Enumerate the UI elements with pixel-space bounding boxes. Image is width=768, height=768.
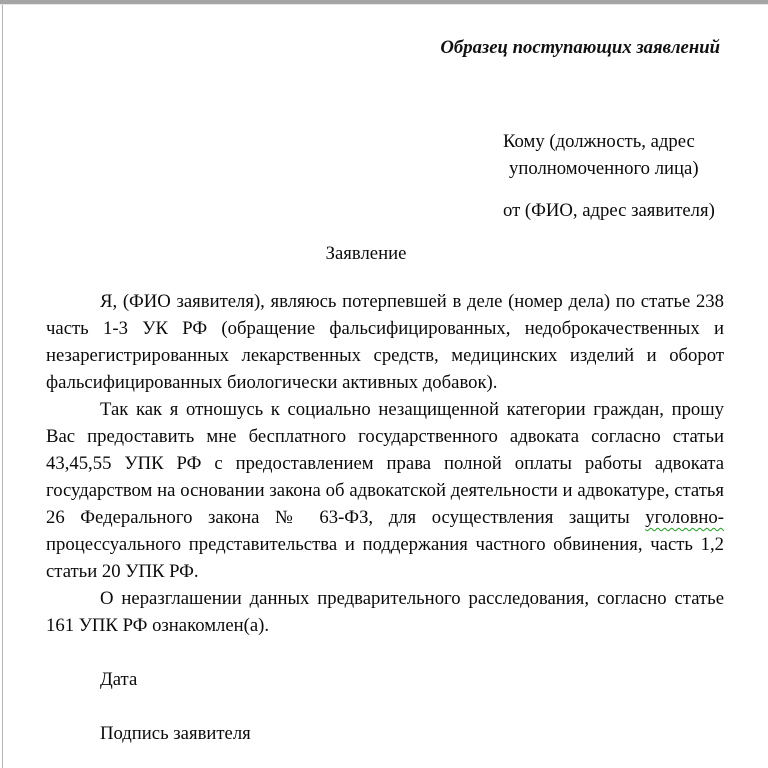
document-title: Заявление xyxy=(325,243,407,264)
addressee-to-line2: уполномоченного лица) xyxy=(509,158,699,179)
paragraph-2 xyxy=(46,396,724,585)
signature-label: Подпись заявителя xyxy=(100,723,251,744)
page-top-border xyxy=(0,0,768,5)
date-label: Дата xyxy=(100,669,138,690)
document-body xyxy=(46,288,724,639)
addressee-block xyxy=(503,128,768,224)
paragraph-2-text-after: процессуального представительства и поддержания частного обвинения, часть 1,2 статьи 20 УПК РФ. xyxy=(46,534,724,582)
spellcheck-marked-word: уголовно- xyxy=(645,507,724,528)
page-left-border xyxy=(2,5,3,768)
paragraph-3: О неразглашении данных предварительного расследования, согласно статье 161 УПК РФ ознакомлен(а). xyxy=(46,588,724,636)
document-header-note: Образец поступающих заявлений xyxy=(440,37,720,58)
addressee-from-line: от (ФИО, адрес заявителя) xyxy=(503,200,715,221)
paragraph-2-text-before: Так как я отношусь к социально незащищенной категории граждан, прошу Вас предоставить мне бесплатного государственного адвоката согласно статьи 43,45,55 УПК РФ с предоставлением права полной оплаты работы адвоката государством на основании закона об адвокатской деятельности и адвокатуре, статья 26 Федерального закона № 63-ФЗ, для осуществления защиты xyxy=(46,399,724,528)
addressee-to-line1: Кому (должность, адрес xyxy=(503,131,695,152)
paragraph-1: Я, (ФИО заявителя), являюсь потерпевшей в деле (номер дела) по статье 238 часть 1-3 УК РФ (обращение фальсифицированных, недоброкачественных и незарегистрированных лекарственных средств, медицинских изделий и оборот фальсифицированных биологически активных добавок). xyxy=(46,291,724,393)
